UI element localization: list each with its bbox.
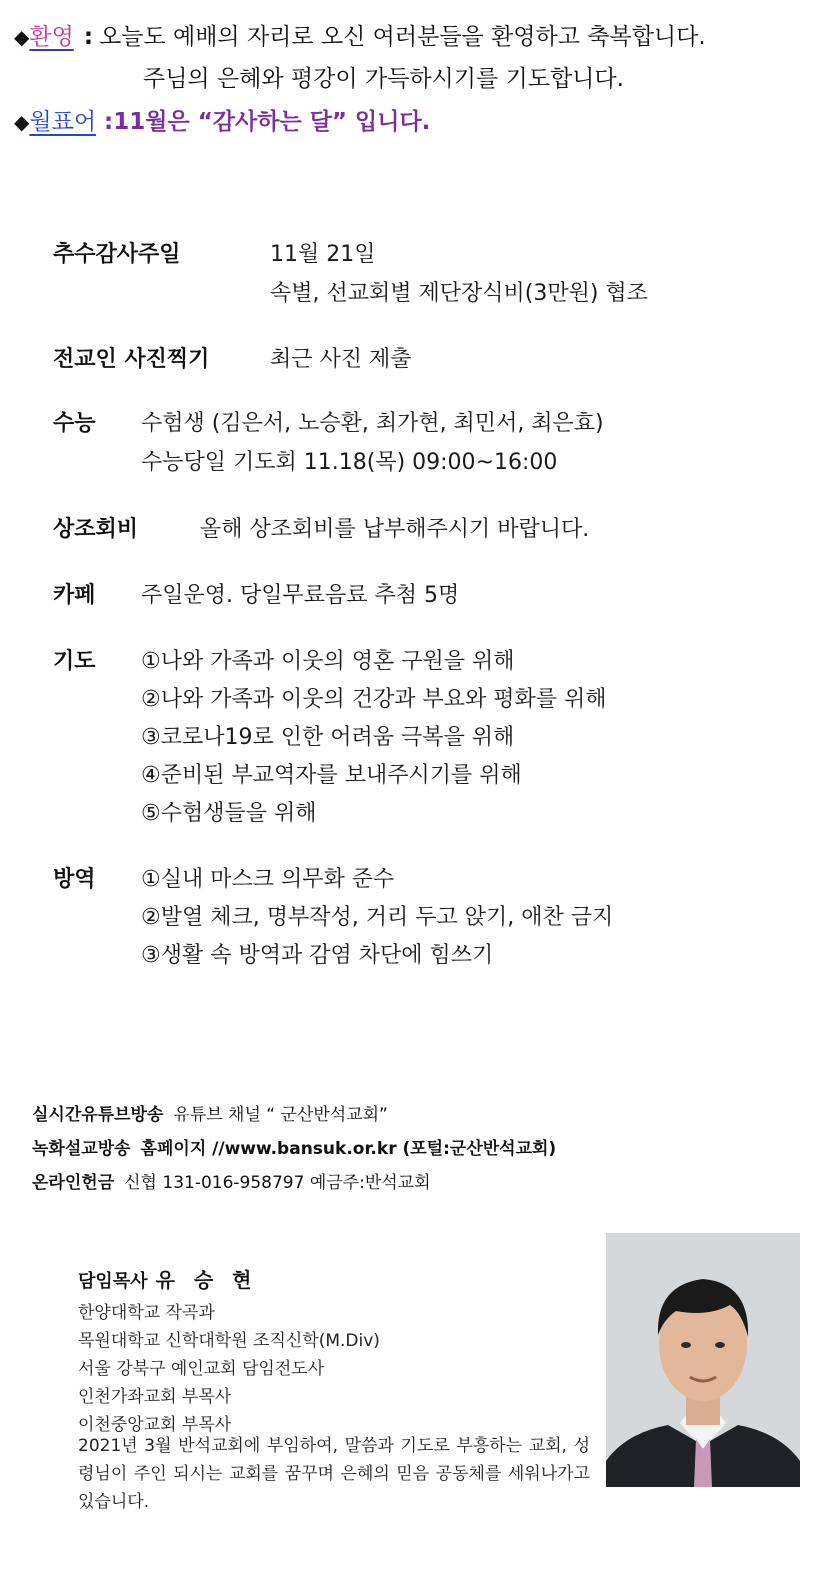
welcome-line (14, 22, 706, 52)
recorded-label: 녹화설교방송 (32, 1139, 131, 1159)
pastor-title: 담임목사 (78, 1271, 148, 1292)
motto-line (14, 107, 430, 137)
offering-text: 신협 131-016-958797 예금주:반석교회 (124, 1173, 431, 1193)
bio-line: 목원대학교 신학대학원 조직신학(M.Div) (78, 1331, 380, 1351)
live-broadcast (32, 1100, 388, 1125)
bio-line: 인천가좌교회 부목사 (78, 1387, 232, 1407)
prayer-item: ③코로나19로 인한 어려움 극복을 위해 (141, 725, 515, 750)
pastor-heading (78, 1264, 257, 1293)
mutual-aid-detail: 올해 상조회비를 납부해주시기 바랍니다. (200, 517, 590, 542)
live-label: 실시간유튜브방송 (32, 1105, 164, 1125)
bio-line: 이천중앙교회 부목사 (78, 1415, 232, 1435)
offering-label: 온라인헌금 (32, 1173, 115, 1193)
bio-paragraph: 2021년 3월 반석교회에 부임하여, 말씀과 기도로 부흥하는 교회, 성령님이 주인 되시는 교회를 꿈꾸며 은혜의 믿음 공동체를 세워나가고 있습니다. (78, 1436, 590, 1512)
diamond-bullet: ◆ (14, 25, 30, 49)
photo-detail: 최근 사진 제출 (270, 347, 412, 372)
exam-prayer-meeting: 수능당일 기도회 11.18(목) 09:00~16:00 (141, 450, 558, 475)
pastor-photo (606, 1233, 800, 1487)
welcome-colon: : (83, 24, 94, 50)
quarantine-item: ③생활 속 방역과 감염 차단에 힘쓰기 (141, 943, 494, 968)
bio-line: 서울 강북구 예인교회 담임전도사 (78, 1359, 325, 1379)
quarantine-title: 방역 (53, 867, 96, 892)
photo-title: 전교인 사진찍기 (53, 347, 210, 372)
bio-line: 한양대학교 작곡과 (78, 1303, 215, 1323)
thanksgiving-date: 11월 21일 (270, 242, 376, 267)
prayer-item: ④준비된 부교역자를 보내주시기를 위해 (141, 763, 522, 788)
motto-label: 월표어 (29, 109, 97, 135)
portrait-illustration (606, 1233, 800, 1487)
prayer-item: ①나와 가족과 이웃의 영혼 구원을 위해 (141, 649, 515, 674)
cafe-title: 카페 (53, 583, 96, 608)
thanksgiving-detail: 속별, 선교회별 제단장식비(3만원) 협조 (270, 281, 648, 306)
welcome-line-2: 주님의 은혜와 평강이 가득하시기를 기도합니다. (143, 66, 624, 92)
live-text: 유튜브 채널 “ 군산반석교회” (173, 1105, 388, 1125)
mutual-aid-title: 상조회비 (53, 517, 139, 542)
cafe-detail: 주일운영. 당일무료음료 추첨 5명 (141, 583, 460, 608)
quarantine-item: ②발열 체크, 명부작성, 거리 두고 앉기, 애찬 금지 (141, 905, 614, 930)
thanksgiving-title: 추수감사주일 (53, 242, 181, 267)
recorded-text: 홈페이지 //www.bansuk.or.kr (포털:군산반석교회) (140, 1139, 557, 1159)
recorded-broadcast (32, 1134, 556, 1159)
prayer-item: ②나와 가족과 이웃의 건강과 부요와 평화를 위해 (141, 687, 607, 712)
pastor-name: 유 승 현 (155, 1268, 258, 1292)
quarantine-item: ①실내 마스크 의무화 준수 (141, 867, 395, 892)
online-offering (32, 1168, 431, 1193)
diamond-bullet: ◆ (14, 110, 30, 134)
welcome-text: 오늘도 예배의 자리로 오신 여러분들을 환영하고 축복합니다. (99, 24, 706, 50)
motto-text: :11월은 “감사하는 달” 입니다. (104, 109, 431, 135)
prayer-title: 기도 (53, 649, 96, 674)
exam-students: 수험생 (김은서, 노승환, 최가현, 최민서, 최은효) (141, 411, 604, 436)
exam-title: 수능 (53, 411, 96, 436)
prayer-item: ⑤수험생들을 위해 (141, 801, 317, 826)
welcome-label: 환영 (29, 24, 74, 50)
